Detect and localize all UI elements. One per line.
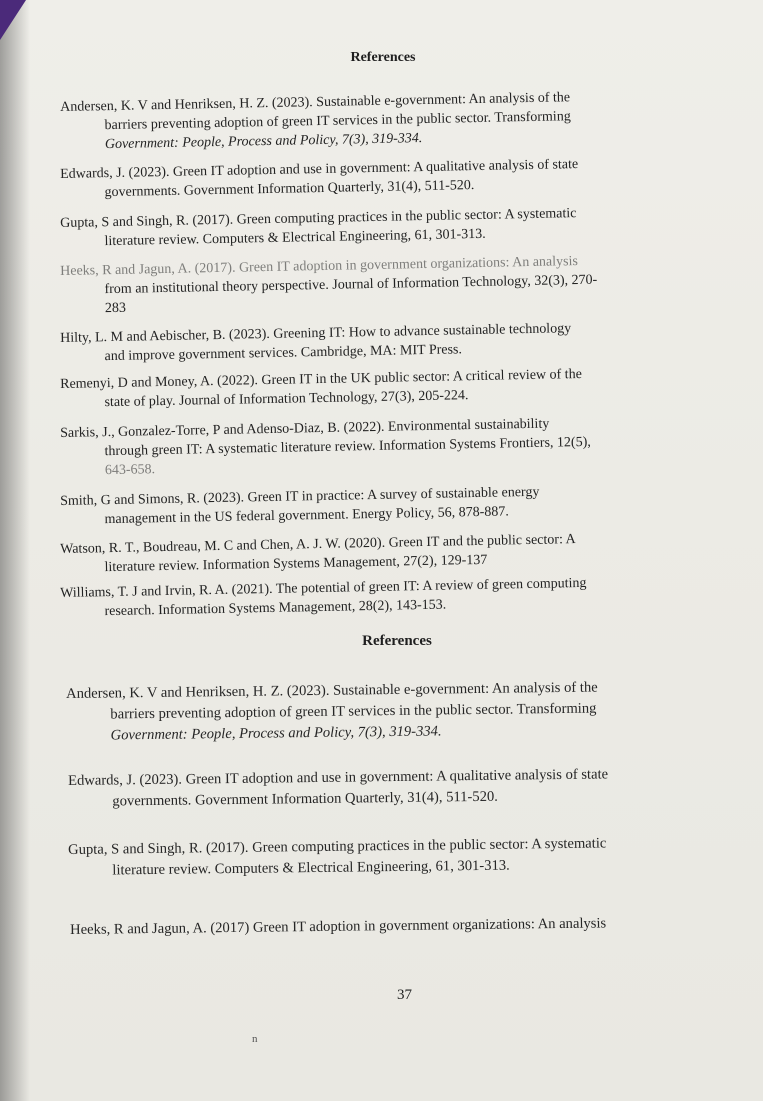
section-heading: References xyxy=(350,50,416,65)
reference-line: state of play. Journal of Information Technology, 27(3), 205-224. xyxy=(104,388,469,411)
reference-line: 643-658. xyxy=(104,462,156,479)
reference-entry xyxy=(70,913,606,941)
reference-line: Edwards, J. (2023). Green IT adoption and use in government: A qualitative analysis of state xyxy=(68,766,609,789)
reference-line: research. Information Systems Management, 28(2), 143-153. xyxy=(104,597,447,620)
reference-line: Heeks, R and Jagun, A. (2017). Green IT adoption in government organizations: An analysis xyxy=(60,254,579,279)
footer-mark: n xyxy=(252,1033,258,1045)
reference-line: Sarkis, J., Gonzalez-Torre, P and Adenso-Diaz, B. (2022). Environmental sustainability xyxy=(60,416,550,441)
reference-line: Smith, G and Simons, R. (2023). Green IT in practice: A survey of sustainable energy xyxy=(60,484,540,509)
reference-line: from an institutional theory perspective. Journal of Information Technology, 32(3), 270- xyxy=(104,272,598,298)
reference-entry xyxy=(60,574,587,622)
reference-line: through green IT: A systematic literature review. Information Systems Frontiers, 12(5), xyxy=(104,434,591,460)
reference-line: literature review. Information Systems Management, 27(2), 129-137 xyxy=(104,552,488,576)
reference-entry xyxy=(68,764,608,813)
reference-line: Watson, R. T., Boudreau, M. C and Chen, A. J. W. (2020). Green IT and the public sector: A xyxy=(60,532,576,557)
reference-entry xyxy=(68,833,607,882)
reference-entry xyxy=(60,319,572,367)
reference-entry xyxy=(60,88,571,155)
reference-entry xyxy=(60,365,582,413)
reference-entry xyxy=(60,530,576,578)
reference-line: literature review. Computers & Electrical Engineering, 61, 301-313. xyxy=(112,857,510,879)
reference-entry xyxy=(60,204,577,252)
reference-line: Andersen, K. V and Henriksen, H. Z. (2023). Sustainable e-government: An analysis of the xyxy=(60,90,571,115)
reference-line: Gupta, S and Singh, R. (2017). Green computing practices in the public sector: A systematic xyxy=(68,835,607,858)
reference-line: literature review. Computers & Electrical Engineering, 61, 301-313. xyxy=(104,226,486,250)
reference-line: Hilty, L. M and Aebischer, B. (2023). Greening IT: How to advance sustainable technology xyxy=(60,321,572,346)
section-heading: References xyxy=(362,633,432,649)
reference-line: 283 xyxy=(104,300,127,317)
reference-entry xyxy=(66,678,598,747)
page-number: 37 xyxy=(397,987,412,1003)
reference-line: Remenyi, D and Money, A. (2022). Green IT in the UK public sector: A critical review of the xyxy=(60,366,582,392)
reference-line: Government: People, Process and Policy, 7(3), 319-334. xyxy=(110,723,442,744)
reference-entry xyxy=(60,414,591,481)
reference-line: and improve government services. Cambridge, MA: MIT Press. xyxy=(104,342,463,365)
reference-line: governments. Government Information Quarterly, 31(4), 511-520. xyxy=(112,788,499,810)
reference-line: Williams, T. J and Irvin, R. A. (2021). The potential of green IT: A review of green computing xyxy=(60,575,587,601)
reference-line: Andersen, K. V and Henriksen, H. Z. (2023). Sustainable e-government: An analysis of the xyxy=(66,679,598,702)
reference-line: governments. Government Information Quarterly, 31(4), 511-520. xyxy=(104,178,475,201)
reference-line: Gupta, S and Singh, R. (2017). Green computing practices in the public sector: A systematic xyxy=(60,206,577,231)
reference-line: barriers preventing adoption of green IT services in the public sector. Transforming xyxy=(104,109,571,134)
reference-line: Government: People, Process and Policy, 7(3), 319-334. xyxy=(104,131,423,153)
reference-entry xyxy=(60,483,540,530)
reference-line: barriers preventing adoption of green IT services in the public sector. Transforming xyxy=(110,700,597,723)
reference-line: Edwards, J. (2023). Green IT adoption and use in government: A qualitative analysis of state xyxy=(60,157,579,182)
reference-line: management in the US federal government. Energy Policy, 56, 878-887. xyxy=(104,504,509,528)
reference-line: Heeks, R and Jagun, A. (2017) Green IT adoption in government organizations: An analysis xyxy=(70,915,607,938)
reference-entry xyxy=(60,252,598,319)
reference-entry xyxy=(60,155,579,203)
